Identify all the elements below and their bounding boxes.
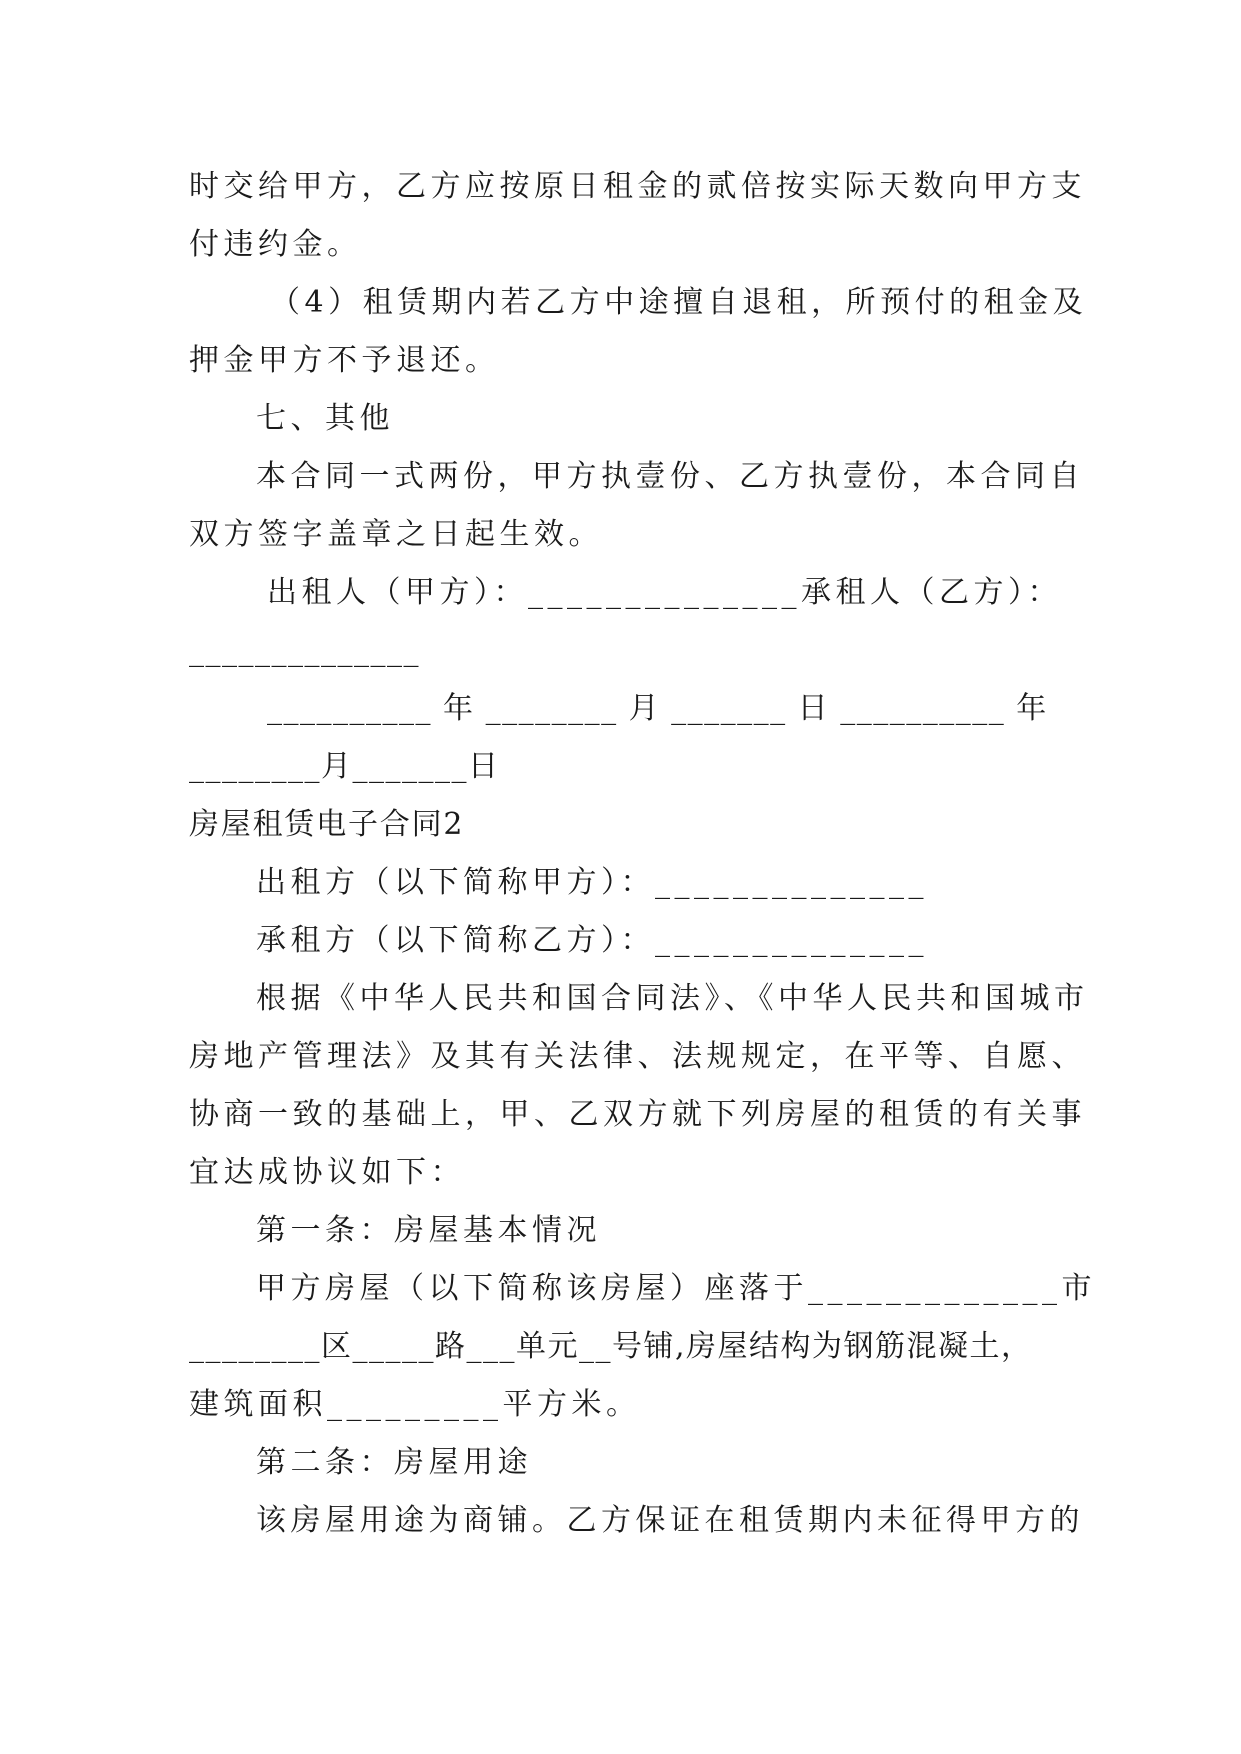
text-line-2: 付违约金。 (189, 227, 362, 262)
date-line-1: __________ 年 ________ 月 _______ 日 __________ 年 (267, 691, 1048, 726)
document-title: 房屋租赁电子合同2 (189, 807, 465, 842)
text-line-20: 甲方房屋（以下简称该房屋）座落于_____________市 (256, 1271, 1096, 1306)
article-2-heading: 第二条：房屋用途 (256, 1445, 532, 1480)
text-line-6: 本合同一式两份，甲方执壹份、乙方执壹份，本合同自 (256, 459, 1084, 494)
text-line-4: 押金甲方不予退还。 (189, 343, 500, 378)
lessee-line: 承租方（以下简称乙方）：______________ (256, 923, 928, 958)
text-line-16: 房地产管理法》及其有关法律、法规规定，在平等、自愿、 (189, 1039, 1086, 1074)
signature-line-blank: ______________ (189, 633, 420, 668)
text-line-17: 协商一致的基础上，甲、乙双方就下列房屋的租赁的有关事 (189, 1097, 1086, 1132)
text-line-18: 宜达成协议如下： (189, 1155, 465, 1190)
date-line-2: ________月_______日 (189, 749, 500, 784)
text-line-21: ________区_____路___单元__号铺,房屋结构为钢筋混凝土， (189, 1329, 1033, 1364)
lessor-line: 出租方（以下简称甲方）：______________ (256, 865, 928, 900)
article-1-heading: 第一条：房屋基本情况 (256, 1213, 601, 1248)
text-line-3: （4）租赁期内若乙方中途擅自退租，所预付的租金及 (270, 285, 1088, 320)
text-line-1: 时交给甲方，乙方应按原日租金的贰倍按实际天数向甲方支 (189, 169, 1086, 204)
text-line-22: 建筑面积_________平方米。 (189, 1387, 641, 1422)
text-line-7: 双方签字盖章之日起生效。 (189, 517, 603, 552)
section-heading-other: 七、其他 (256, 401, 394, 436)
signature-line-parties: 出租人（甲方）：______________承租人（乙方）： (267, 575, 1062, 610)
text-line-15: 根据《中华人民共和国合同法》、《中华人民共和国城市 (256, 981, 1089, 1016)
text-line-24: 该房屋用途为商铺。乙方保证在租赁期内未征得甲方的 (256, 1503, 1084, 1538)
